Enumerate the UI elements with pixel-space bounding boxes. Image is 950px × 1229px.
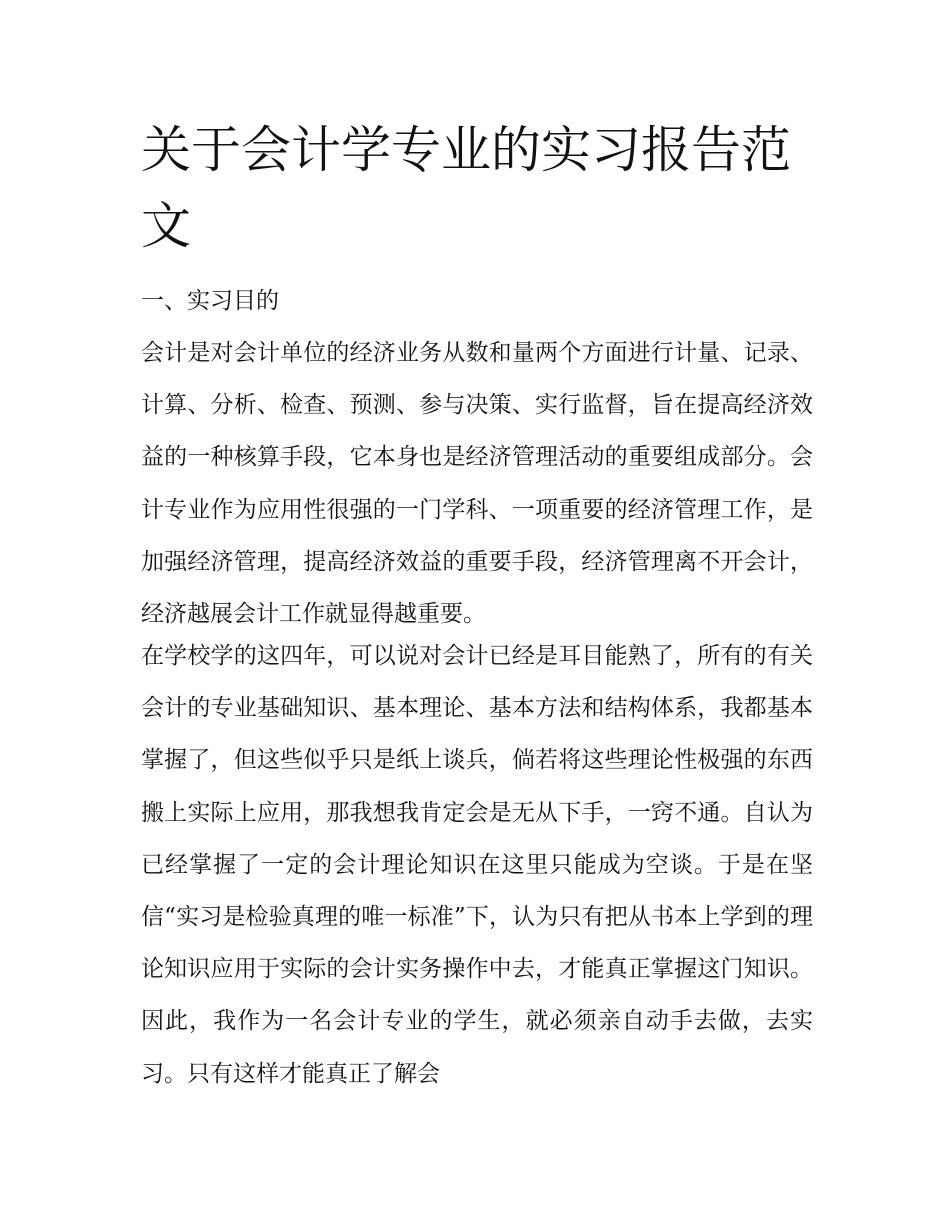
body-paragraph-1: 会计是对会计单位的经济业务从数和量两个方面进行计量、记录、计算、分析、检查、预测、参与决策、实行监督，旨在提高经济效益的一种核算手段，它本身也是经济管理活动的重要组成部分。会计专业作为应用性很强的一门学科、一项重要的经济管理工作，是加强经济管理，提高经济效益的重要手段，经济管理离不开会计，经济越展会计工作就显得越重要。	[141, 340, 813, 628]
body-paragraph-2: 在学校学的这四年，可以说对会计已经是耳目能熟了，所有的有关会计的专业基础知识、基本理论、基本方法和结构体系，我都基本掌握了，但这些似乎只是纸上谈兵，倘若将这些理论性极强的东西搬上实际上应用，那我想我肯定会是无从下手，一窍不通。自认为已经掌握了一定的会计理论知识在这里只能成为空谈。于是在坚信“实习是检验真理的唯一标准”下，认为只有把从书本上学到的理论知识应用于实际的会计实务操作中去，才能真正掌握这门知识。因此，我作为一名会计专业的学生，就必须亲自动手去做，去实习。只有这样才能真正了解会	[141, 643, 813, 1087]
section-heading: 一、实习目的	[141, 288, 279, 314]
document-title: 关于会计学专业的实习报告范文	[141, 121, 791, 255]
